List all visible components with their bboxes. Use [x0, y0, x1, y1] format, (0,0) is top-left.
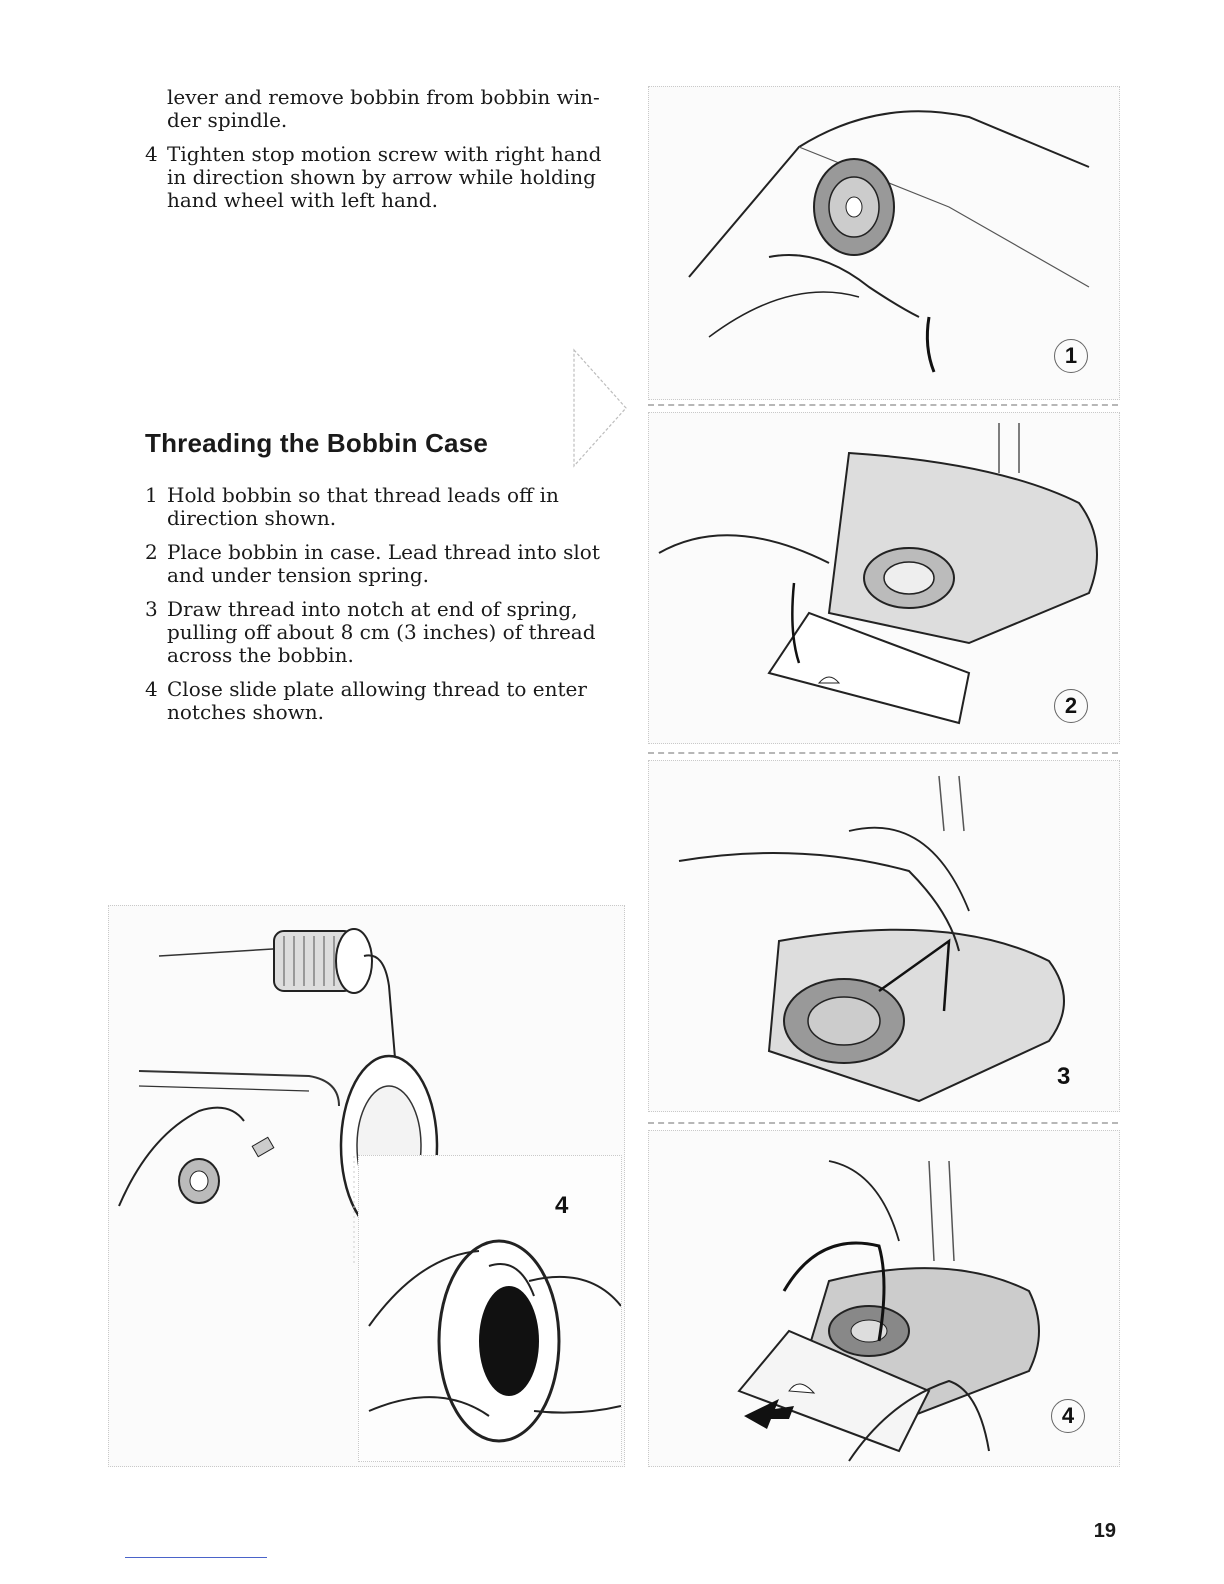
section-title: Threading the Bobbin Case [145, 428, 489, 458]
figure-1-drawing [649, 87, 1119, 399]
figure-4-drawing [649, 1131, 1119, 1466]
figure-3-drawing [649, 761, 1119, 1111]
page-number: 19 [1093, 1520, 1116, 1542]
figure-1-illustration [648, 86, 1120, 400]
figure-label: 3 [1057, 1063, 1071, 1090]
intro-step-4 [145, 143, 620, 212]
figure-4-illustration [648, 1130, 1120, 1467]
figure-label: 4 [1051, 1399, 1085, 1433]
step-text: Place bobbin in case. Lead thread into slot and under tension spring. [167, 540, 600, 587]
footnote-rule [125, 1557, 267, 1558]
step-number: 4 [145, 677, 158, 701]
section-step [145, 678, 620, 724]
figure-3-illustration [648, 760, 1120, 1112]
figure-divider [648, 1122, 1118, 1124]
step-number: 2 [145, 540, 158, 564]
section-step [145, 484, 620, 530]
step-text: Tighten stop motion screw with right hand in direction shown by arrow while holding hand wheel with left hand. [167, 142, 602, 212]
figure-divider [648, 404, 1118, 406]
step-number: 4 [145, 142, 158, 166]
step-text: Draw thread into notch at end of spring, pulling off about 8 cm (3 inches) of thread across the bobbin. [167, 597, 596, 667]
step-text: Close slide plate allowing thread to enter notches shown. [167, 677, 587, 724]
stop-motion-inset [358, 1155, 622, 1462]
step-number: 3 [145, 597, 158, 621]
figure-divider [648, 752, 1118, 754]
figure-label: 1 [1054, 339, 1088, 373]
figure-label: 4 [555, 1192, 569, 1219]
section-step [145, 541, 620, 587]
stop-motion-drawing [359, 1156, 621, 1461]
step-number: 1 [145, 483, 158, 507]
intro-text [145, 86, 620, 223]
section-steps [145, 484, 620, 735]
step-text: Hold bobbin so that thread leads off in direction shown. [167, 483, 559, 530]
figure-2-illustration [648, 412, 1120, 744]
pointer-triangle-icon [570, 348, 630, 468]
figure-label: 2 [1054, 689, 1088, 723]
section-step [145, 598, 620, 667]
figure-2-drawing [649, 413, 1119, 743]
intro-continuation: lever and remove bobbin from bobbin win- der spindle. [167, 85, 600, 132]
